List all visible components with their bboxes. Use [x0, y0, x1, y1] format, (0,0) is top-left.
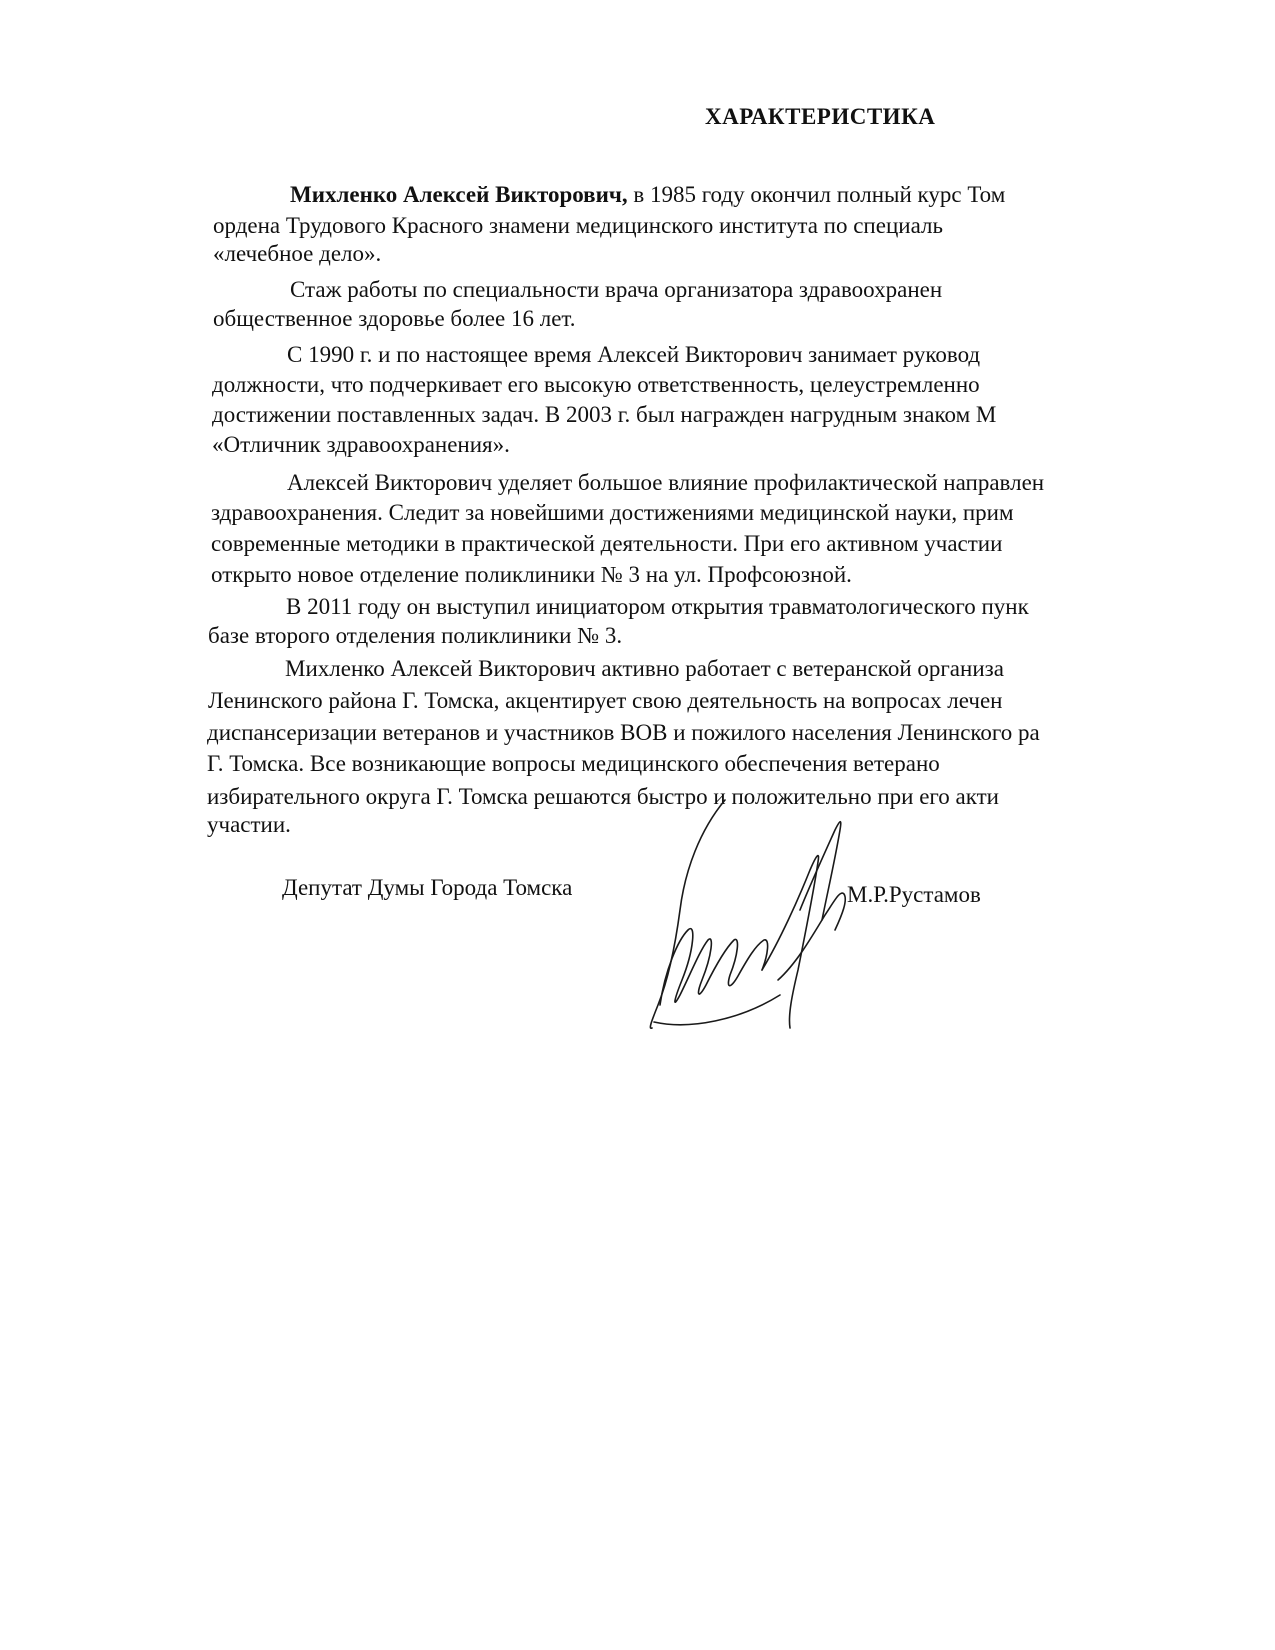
person-name: Михленко Алексей Викторович,: [290, 182, 628, 207]
paragraph-6-line-5: избирательного округа Г. Томска решаются быстро и положительно при его акти: [207, 784, 999, 809]
paragraph-1-line-3: «лечебное дело».: [213, 241, 382, 266]
paragraph-6-line-2: Ленинского района Г. Томска, акцентирует свою деятельность на вопросах лечен: [208, 688, 1003, 713]
signature-position-label: Депутат Думы Города Томска: [282, 875, 573, 900]
handwritten-signature: [630, 790, 870, 1050]
paragraph-1-line-1: [290, 181, 1005, 209]
paragraph-5-line-1: В 2011 году он выступил инициатором открытия травматологического пунк: [286, 594, 1029, 619]
paragraph-5-line-2: базе второго отделения поликлиники № 3.: [208, 623, 623, 648]
paragraph-3-line-2: должности, что подчеркивает его высокую ответственность, целеустремленно: [212, 372, 980, 397]
paragraph-3-line-3: достижении поставленных задач. В 2003 г. был награжден нагрудным знаком М: [212, 402, 997, 427]
paragraph-4-line-2: здравоохранения. Следит за новейшими достижениями медицинской науки, прим: [211, 500, 1014, 525]
paragraph-6-line-1: Михленко Алексей Викторович активно работает с ветеранской организа: [285, 656, 1004, 681]
paragraph-6-line-3: диспансеризации ветеранов и участников ВОВ и пожилого населения Ленинского ра: [207, 720, 1040, 745]
paragraph-2-line-1: Стаж работы по специальности врача организатора здравоохранен: [290, 277, 943, 302]
paragraph-4-line-1: Алексей Викторович уделяет большое влияние профилактической направлен: [287, 470, 1045, 495]
paragraph-6-line-4: Г. Томска. Все возникающие вопросы медицинского обеспечения ветерано: [207, 751, 940, 776]
paragraph-6-line-6: участии.: [207, 812, 291, 837]
signatory-name: М.Р.Рустамов: [847, 882, 981, 907]
paragraph-3-line-1: С 1990 г. и по настоящее время Алексей Викторович занимает руковод: [287, 342, 981, 367]
paragraph-4-line-4: открыто новое отделение поликлиники № 3 на ул. Профсоюзной.: [211, 562, 852, 587]
paragraph-2-line-2: общественное здоровье более 16 лет.: [213, 306, 576, 331]
paragraph-1-line-1-text: в 1985 году окончил полный курс Том: [627, 182, 1006, 207]
document-title: ХАРАКТЕРИСТИКА: [705, 104, 936, 129]
paragraph-4-line-3: современные методики в практической деятельности. При его активном участии: [211, 531, 1003, 556]
paragraph-1-line-2: ордена Трудового Красного знамени медицинского института по специаль: [213, 213, 943, 238]
paragraph-3-line-4: «Отличник здравоохранения».: [212, 432, 510, 457]
